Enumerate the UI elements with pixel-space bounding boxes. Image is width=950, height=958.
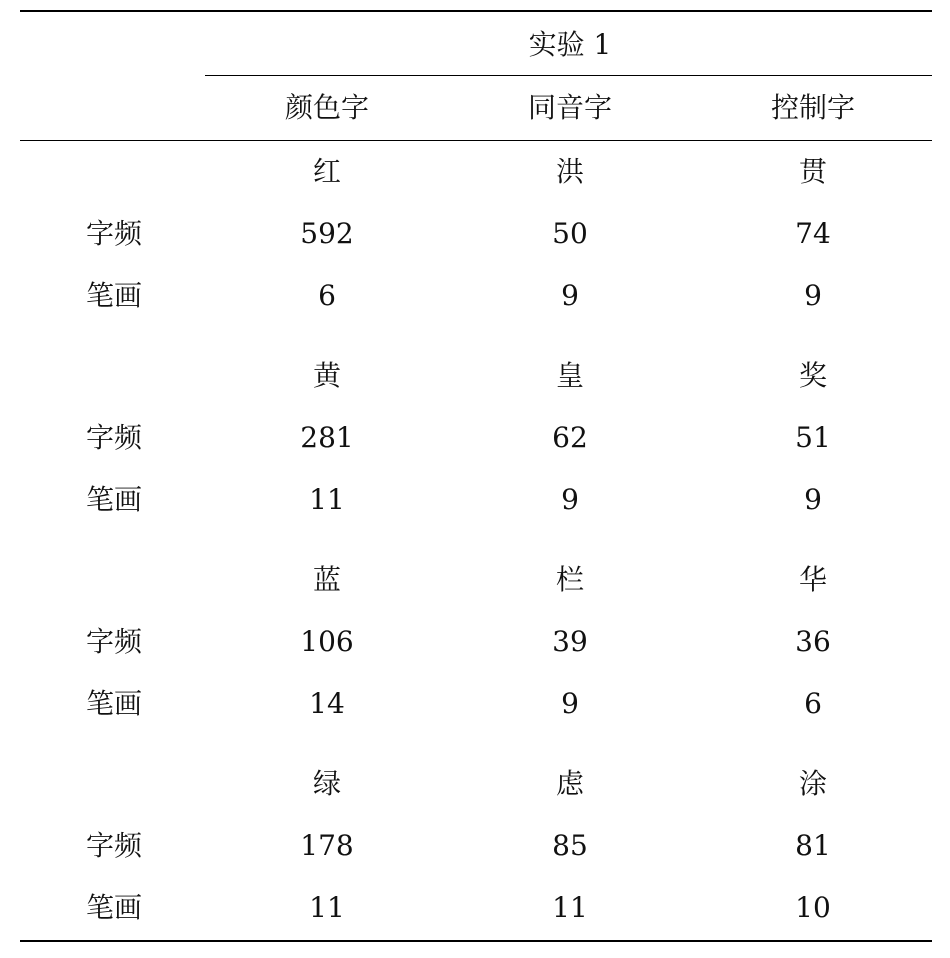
value-cell: 14 [309, 687, 345, 720]
value-cell: 85 [552, 829, 588, 862]
row-label: 字频 [85, 625, 143, 658]
value-cell: 36 [795, 625, 831, 658]
value-cell: 6 [318, 279, 336, 312]
row-label: 字频 [85, 217, 143, 250]
column-header-color-words: 颜色字 [284, 91, 370, 124]
value-cell: 39 [552, 625, 588, 658]
value-cell: 11 [552, 891, 588, 924]
value-cell: 281 [300, 421, 354, 454]
value-cell: 62 [552, 421, 588, 454]
value-cell: 6 [804, 687, 822, 720]
value-cell: 178 [300, 829, 354, 862]
row-label: 字频 [85, 829, 143, 862]
column-header-control-words: 控制字 [770, 91, 856, 124]
word-cell: 涂 [798, 767, 828, 800]
experiment-header: 实验 1 [528, 28, 612, 61]
value-cell: 592 [300, 217, 354, 250]
header-sub-rule [205, 75, 932, 76]
row-label: 笔画 [85, 483, 143, 516]
header-bottom-rule [20, 140, 932, 141]
bottom-rule [20, 940, 932, 942]
value-cell: 81 [795, 829, 831, 862]
word-cell: 贯 [798, 155, 828, 188]
row-label: 笔画 [85, 279, 143, 312]
word-cell: 栏 [555, 563, 585, 596]
top-rule [20, 10, 932, 12]
word-cell: 红 [312, 155, 342, 188]
word-cell: 蓝 [312, 563, 342, 596]
value-cell: 10 [795, 891, 831, 924]
value-cell: 106 [300, 625, 354, 658]
value-cell: 51 [795, 421, 831, 454]
value-cell: 50 [552, 217, 588, 250]
value-cell: 11 [309, 483, 345, 516]
word-cell: 洪 [555, 155, 585, 188]
word-cell: 虑 [555, 767, 585, 800]
word-cell: 绿 [312, 767, 342, 800]
row-label: 笔画 [85, 687, 143, 720]
word-cell: 皇 [555, 359, 585, 392]
word-cell: 奖 [798, 359, 828, 392]
word-cell: 黄 [312, 359, 342, 392]
row-label: 字频 [85, 421, 143, 454]
word-cell: 华 [798, 563, 828, 596]
value-cell: 9 [804, 483, 822, 516]
value-cell: 9 [561, 687, 579, 720]
value-cell: 9 [561, 279, 579, 312]
value-cell: 9 [561, 483, 579, 516]
value-cell: 9 [804, 279, 822, 312]
value-cell: 74 [795, 217, 831, 250]
column-header-homophone-words: 同音字 [527, 91, 613, 124]
value-cell: 11 [309, 891, 345, 924]
row-label: 笔画 [85, 891, 143, 924]
